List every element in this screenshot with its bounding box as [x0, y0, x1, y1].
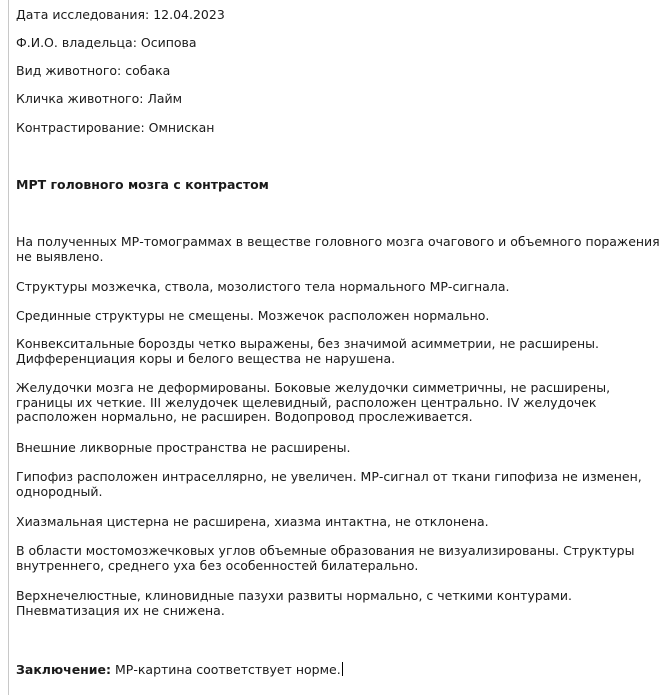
conclusion-label: Заключение: — [16, 662, 112, 677]
text-cursor — [342, 662, 343, 676]
paragraph-9: В области мостомозжечковых углов объемные образования не визуализированы. Структуры внутреннего, среднего уха без особенностей билатерально. — [16, 543, 635, 573]
paragraph-5: Желудочки мозга не деформированы. Боковые желудочки симметричны, не расширены, границы их четкие. III желудочек щелевидный, расположен центрально. IV желудочек расположен нормально, не расширен. Водопровод прослеживается. — [16, 380, 611, 425]
animal-species: Вид животного: собака — [16, 63, 171, 78]
conclusion-text: МР-картина соответствует норме. — [111, 662, 341, 677]
paragraph-2: Структуры мозжечка, ствола, мозолистого тела нормального МР-сигнала. — [16, 279, 510, 294]
owner-name: Ф.И.О. владельца: Осипова — [16, 35, 197, 50]
paragraph-8: Хиазмальная цистерна не расширена, хиазма интактна, не отклонена. — [16, 514, 489, 529]
paragraph-4: Конвекситальные борозды четко выражены, без значимой асимметрии, не расширены. Дифференциация коры и белого вещества не нарушена. — [16, 336, 599, 366]
editor-left-border — [8, 0, 9, 695]
paragraph-1: На полученных МР-томограммах в веществе головного мозга очагового и объемного поражения не выявлено. — [16, 234, 660, 264]
animal-name: Кличка животного: Лайм — [16, 91, 183, 106]
contrast-agent: Контрастирование: Омнискан — [16, 120, 215, 135]
paragraph-6: Внешние ликворные пространства не расширены. — [16, 440, 351, 455]
paragraph-10: Верхнечелюстные, клиновидные пазухи развиты нормально, с четкими контурами. Пневматизация их не снижена. — [16, 588, 572, 618]
report-title: МРТ головного мозга с контрастом — [16, 177, 269, 192]
exam-date: Дата исследования: 12.04.2023 — [16, 7, 225, 22]
paragraph-3: Срединные структуры не смещены. Мозжечок расположен нормально. — [16, 308, 490, 323]
conclusion — [16, 662, 343, 678]
paragraph-7: Гипофиз расположен интраселлярно, не увеличен. МР-сигнал от ткани гипофиза не изменен, однородный. — [16, 469, 642, 499]
